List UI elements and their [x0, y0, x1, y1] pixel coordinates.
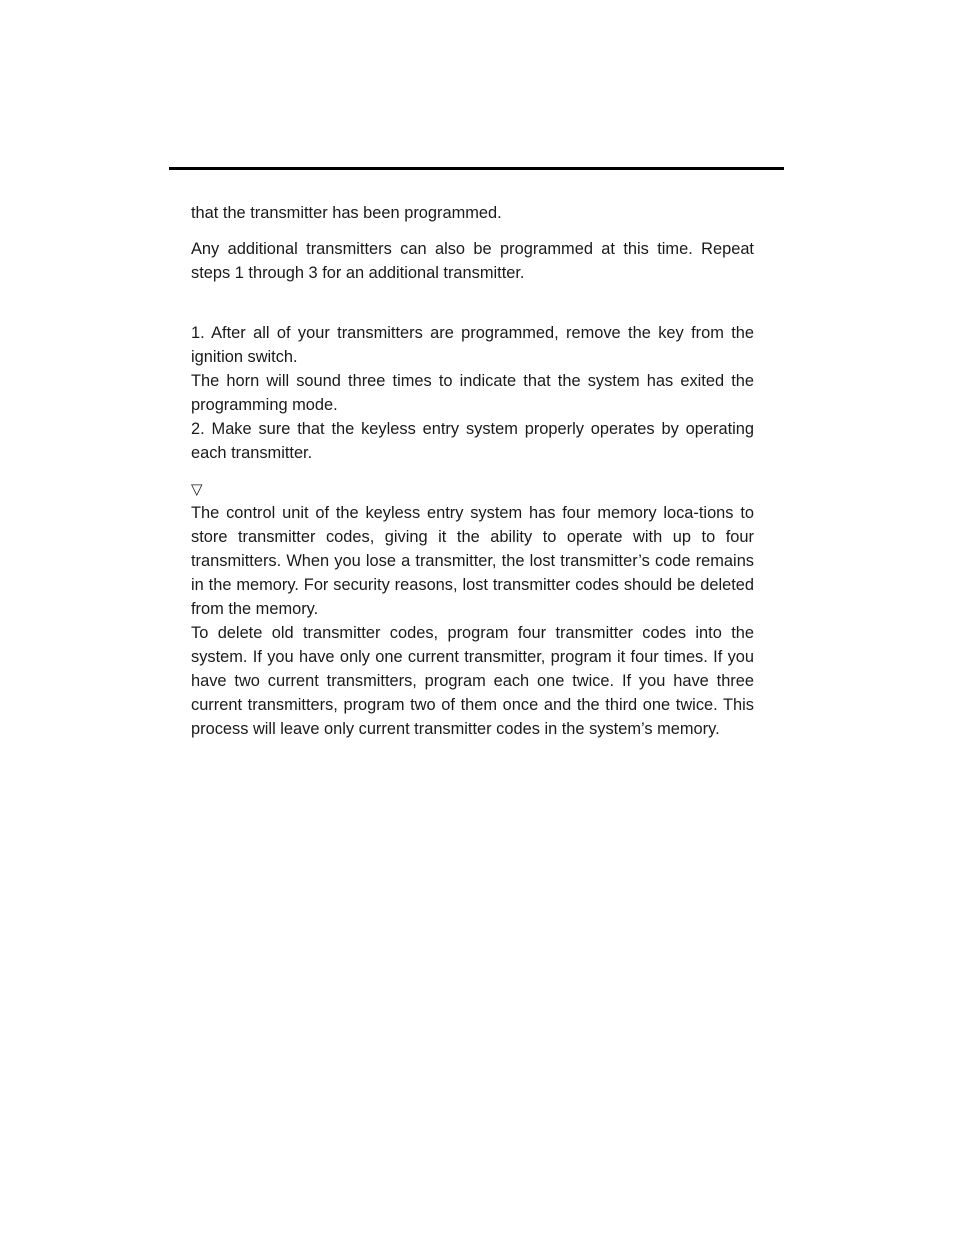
paragraph-horn-sound: The horn will sound three times to indicate that the system has exited the programming mode. — [191, 372, 754, 414]
step-1-remove-key: 1. After all of your transmitters are programmed, remove the key from the ignition switch. — [191, 324, 754, 366]
paragraph-additional-transmitters: Any additional transmitters can also be programmed at this time. Repeat steps 1 through 3 for an additional transmitter. — [191, 240, 754, 282]
paragraph-programmed: that the transmitter has been programmed. — [191, 204, 502, 222]
note-delete-codes: To delete old transmitter codes, program four transmitter codes into the system. If you have only one current transmitter, program it four times. If you have two current transmitters, program each one twice. If you have three current transmitters, program two of them once and the third one twice. This process will leave only current transmitter codes in the system’s memory. — [191, 624, 754, 738]
note-memory-locations: The control unit of the keyless entry system has four memory loca-tions to store transmitter codes, giving it the ability to operate with up to four transmitters. When you lose a transmitter, the lost transmitter’s code remains in the memory. For security reasons, lost transmitter codes should be deleted from the memory. — [191, 504, 754, 618]
page-body — [191, 201, 754, 741]
step-2-verify-operation: 2. Make sure that the keyless entry system properly operates by operating each transmitter. — [191, 420, 754, 462]
note-triangle-icon: ▽ — [191, 480, 203, 498]
header-rule — [169, 167, 784, 170]
